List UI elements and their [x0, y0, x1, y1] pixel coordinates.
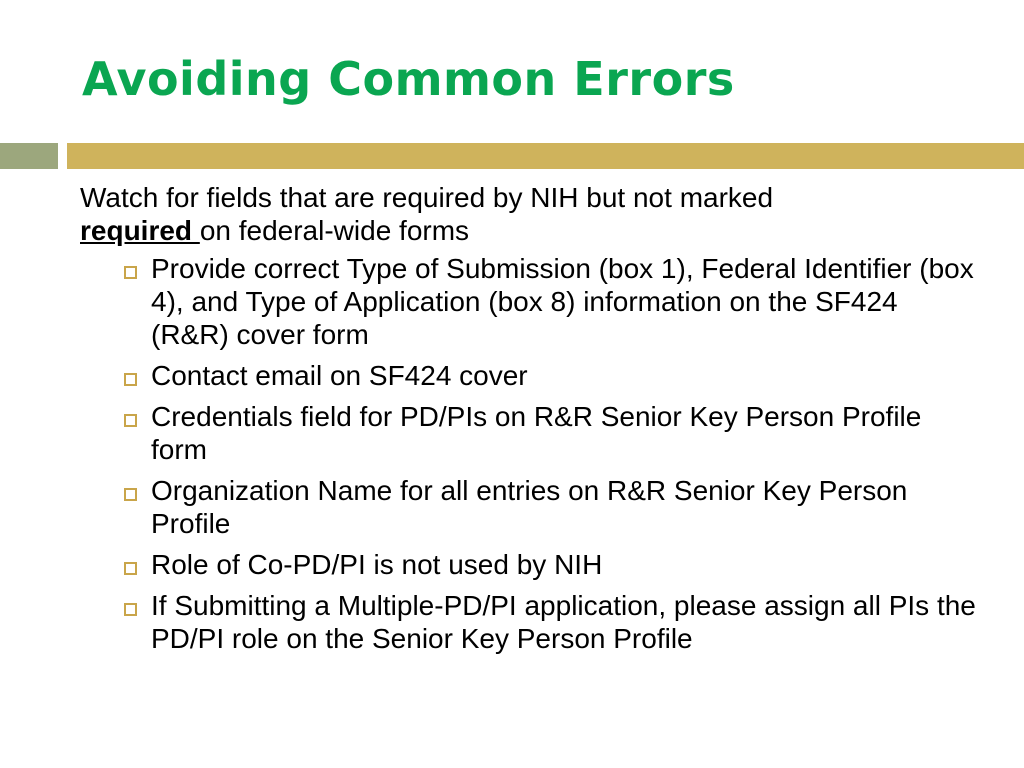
- decorative-bar-left: [0, 143, 58, 169]
- bullet-list: [80, 252, 980, 655]
- required-emphasis: required: [80, 215, 200, 246]
- list-item-text: Contact email on SF424 cover: [151, 360, 528, 391]
- slide-content: [80, 181, 980, 663]
- square-bullet-icon: [124, 603, 137, 616]
- square-bullet-icon: [124, 266, 137, 279]
- list-item-text: Organization Name for all entries on R&R Senior Key Person Profile: [151, 475, 908, 539]
- list-item: [80, 474, 980, 540]
- square-bullet-icon: [124, 373, 137, 386]
- square-bullet-icon: [124, 414, 137, 427]
- square-bullet-icon: [124, 562, 137, 575]
- square-bullet-icon: [124, 488, 137, 501]
- list-item: [80, 548, 980, 581]
- list-item-text: Role of Co-PD/PI is not used by NIH: [151, 549, 603, 580]
- list-item: [80, 252, 980, 351]
- intro-line-2: on federal-wide forms: [199, 215, 470, 246]
- list-item: [80, 400, 980, 466]
- list-item: [80, 589, 980, 655]
- decorative-bar-right: [67, 143, 1024, 169]
- intro-text: [80, 181, 980, 247]
- slide-title: Avoiding Common Errors: [82, 52, 735, 106]
- intro-line-1: Watch for fields that are required by NIH but not marked: [80, 182, 774, 213]
- list-item-text: Credentials field for PD/PIs on R&R Senior Key Person Profile form: [151, 401, 922, 465]
- list-item-text: Provide correct Type of Submission (box 1), Federal Identifier (box 4), and Type of Application (box 8) information on the SF424 (R&R) cover form: [151, 253, 974, 350]
- list-item: [80, 359, 980, 392]
- list-item-text: If Submitting a Multiple-PD/PI application, please assign all PIs the PD/PI role on the Senior Key Person Profile: [151, 590, 976, 654]
